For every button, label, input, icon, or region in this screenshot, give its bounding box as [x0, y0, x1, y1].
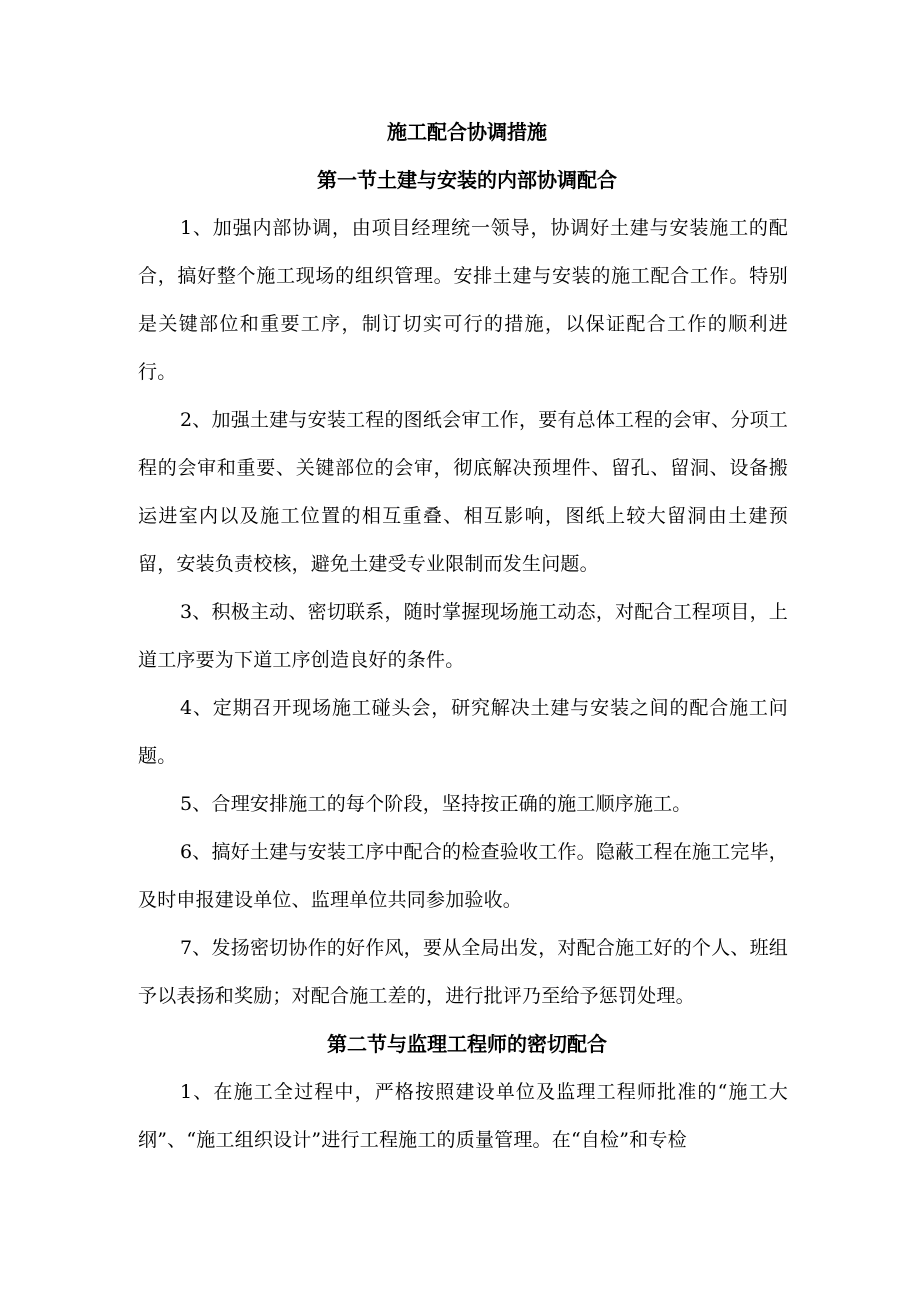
document-title: 施工配合协调措施 [387, 120, 547, 144]
paragraph: 3、积极主动、密切联系，随时掌握现场施工动态，对配合工程项目，上道工序要为下道工序创造良好的条件。 [138, 601, 788, 671]
paragraph: 2、加强土建与安装工程的图纸会审工作，要有总体工程的会审、分项工程的会审和重要、关键部位的会审，彻底解决预埋件、留孔、留洞、设备搬运进室内以及施工位置的相互重叠、相互影响，图纸上较大留洞由土建预留，安装负责校核，避免土建受专业限制而发生问题。 [138, 409, 788, 575]
paragraph: 6、搞好土建与安装工序中配合的检查验收工作。隐蔽工程在施工完毕，及时申报建设单位、监理单位共同参加验收。 [138, 841, 788, 911]
paragraph: 1、加强内部协调，由项目经理统一领导，协调好土建与安装施工的配合，搞好整个施工现场的组织管理。安排土建与安装的施工配合工作。特别是关键部位和重要工序，制订切实可行的措施，以保证配合工作的顺利进行。 [138, 217, 788, 383]
paragraph: 7、发扬密切协作的好作风，要从全局出发，对配合施工好的个人、班组予以表扬和奖励；对配合施工差的，进行批评乃至给予惩罚处理。 [138, 937, 788, 1007]
section-2 [138, 1020, 788, 1164]
section-1 [138, 156, 788, 1020]
paragraph: 1、在施工全过程中，严格按照建设单位及监理工程师批准的“施工大纲”、“施工组织设计”进行工程施工的质量管理。在“自检”和专检 [138, 1081, 788, 1151]
section-heading: 第一节土建与安装的内部协调配合 [317, 168, 617, 192]
paragraph: 4、定期召开现场施工碰头会，研究解决土建与安装之间的配合施工问题。 [138, 697, 788, 767]
paragraph: 5、合理安排施工的每个阶段，坚持按正确的施工顺序施工。 [180, 793, 692, 815]
document-page [138, 108, 788, 1164]
section-heading: 第二节与监理工程师的密切配合 [327, 1032, 607, 1056]
